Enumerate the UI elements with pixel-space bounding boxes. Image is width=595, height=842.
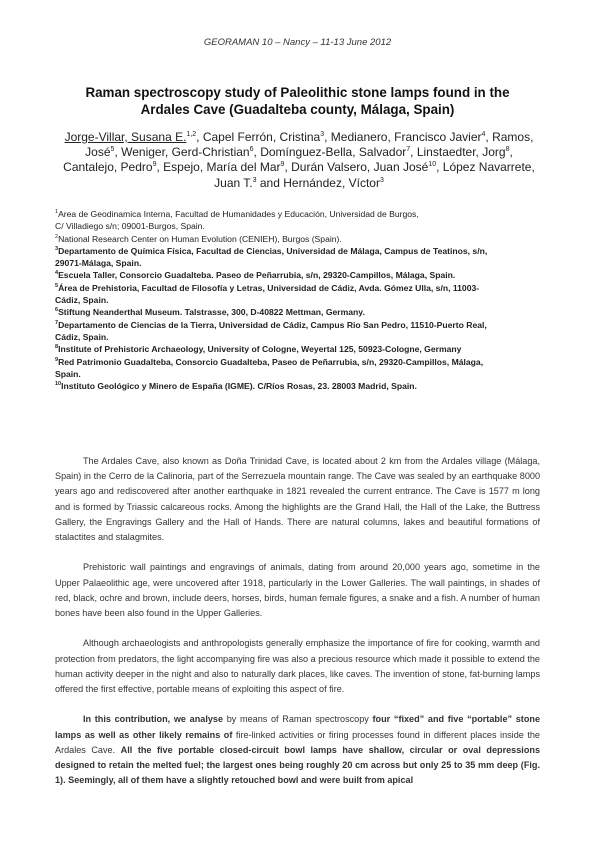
author-affiliation-mark: 10	[428, 161, 437, 169]
affiliation-number: 7	[55, 319, 59, 326]
paragraph-text: In this contribution, we analyse	[83, 714, 224, 725]
affiliation-item	[55, 380, 545, 392]
paper-title	[60, 85, 535, 118]
affiliation-line: Instituto Geológico y Minero de España (IGME). C/Ríos Rosas, 23. 28003 Madrid, Spain.	[61, 381, 417, 392]
author-affiliation-mark: 3	[320, 131, 325, 138]
body-paragraph	[55, 636, 540, 697]
affiliation-item	[55, 356, 545, 381]
affiliation-number: 2	[55, 233, 59, 240]
author-name: Medianero, Francisco Javier	[330, 130, 482, 144]
affiliation-line: Escuela Taller, Consorcio Guadalteba. Paseo de Peñarrubia, s/n, 29320-Campillos, Málaga, Spain.	[58, 270, 456, 281]
affiliation-number: 3	[55, 246, 59, 253]
author-affiliation-mark: 9	[280, 161, 285, 169]
affiliation-number: 5	[55, 282, 59, 289]
body-paragraph	[55, 712, 540, 788]
paragraph-text: Although archaeologists and anthropologists generally emphasize the importance of fire for cooking, warmth and protection from predators, the light accompanying fire was also a precious resource which made it possible to extend the human activity deeper in the night and also to naturally dark places, like caves. The invention of stone, fat-burning lamps offered the first effective, portable means of exploiting this aspect of fire.	[55, 638, 540, 695]
author-separator: ,	[436, 160, 443, 175]
author-name: Weniger, Gerd-Christian	[121, 145, 250, 160]
paragraph-text: fire-linked activities or firing processes found in different places inside the Ardales Cave.	[55, 729, 540, 755]
author-name: Domínguez-Bella, Salvador	[260, 145, 407, 160]
title-line-2: Ardales Cave (Guadalteba county, Málaga, Spain)	[140, 101, 455, 117]
author-separator: ,	[485, 130, 493, 144]
affiliation-line: Stiftung Neanderthal Museum. Talstrasse, 300, D-40822 Mettman, Germany.	[58, 307, 365, 318]
affiliation-number: 6	[55, 307, 59, 314]
affiliation-item	[55, 282, 545, 307]
affiliation-item	[55, 245, 545, 270]
affiliation-line: National Research Center on Human Evolution (CENIEH), Burgos (Spain).	[58, 233, 342, 244]
paragraph-text: four “fixed” and five “portable” stone lamps as well as other likely remains of	[55, 714, 540, 740]
author-separator: and	[256, 175, 284, 190]
affiliation-line: Área de Prehistoria, Facultad de Filosofía y Letras, Universidad de Cádiz, Avda. Gómez Ulla, s/n, 11003-	[58, 282, 480, 293]
author-name: Jorge-Villar, Susana E.	[64, 130, 187, 144]
paragraph-text: All the five portable closed-circuit bowl lamps have shallow, circular or oval depressions designed to retain the melted fuel; the largest ones being roughly 20 cm across but only 25 to 35 mm deep (Fig. 1). Seemingly, all of them have a slightly retouched bowl and were built from apical	[55, 744, 540, 786]
author-affiliation-mark: 9	[152, 161, 157, 169]
affiliation-number: 8	[55, 344, 59, 351]
affiliation-line: Cádiz, Spain.	[55, 331, 109, 342]
author-affiliation-mark: 3	[252, 176, 257, 184]
author-name: Hernández, Víctor	[283, 175, 380, 190]
affiliation-list	[55, 208, 545, 392]
body-text	[55, 454, 540, 804]
author-affiliation-mark: 7	[406, 146, 411, 154]
author-list	[60, 130, 538, 191]
affiliation-number: 4	[55, 270, 59, 277]
affiliation-line: 29071-Málaga, Spain.	[55, 258, 142, 269]
body-paragraph	[55, 454, 540, 545]
author-separator: ,	[410, 145, 417, 160]
affiliation-item	[55, 306, 545, 318]
author-affiliation-mark: 5	[110, 146, 115, 154]
author-separator: ,	[324, 130, 331, 144]
paragraph-text: Prehistoric wall paintings and engravings of animals, dating from around 20,000 years ago, sometime in the Upper Palaeolithic age, were uncovered after 1918, particularly in the Lower Galleries. The wall paintings, in shades of red, black, ochre and brown, include deers, horses, birds, human female figures, a snake and a fish. A number of human bones have been also found in the Upper Galleries.	[55, 562, 540, 619]
author-affiliation-mark: 1,2	[186, 131, 197, 138]
affiliation-line: Institute of Prehistoric Archaeology, University of Cologne, Weyertal 125, 50923-Cologne, Germany	[58, 344, 462, 355]
author-name: López Navarrete, Juan T.	[214, 160, 535, 190]
paragraph-text: by means of Raman spectroscopy	[223, 714, 373, 725]
author-name: Durán Valsero, Juan José	[291, 160, 429, 175]
affiliation-item	[55, 208, 545, 233]
affiliation-line: Area de Geodinamica Interna, Facultad de Humanidades y Educación, Universidad de Burgos,	[58, 209, 419, 219]
author-affiliation-mark: 4	[481, 131, 486, 138]
affiliation-item	[55, 343, 545, 355]
affiliation-number: 1	[55, 209, 59, 216]
affiliation-line: Cádiz, Spain.	[55, 295, 109, 306]
author-name: Linstaedter, Jorg	[416, 145, 506, 160]
affiliation-line: Departamento de Química Física, Facultad de Ciencias, Universidad de Málaga, Campus de Teatinos, s/n,	[58, 245, 488, 256]
author-separator: ,	[156, 160, 164, 175]
author-name: Espejo, María del Mar	[163, 160, 281, 175]
affiliation-number: 10	[55, 381, 62, 388]
affiliation-line: Red Patrimonio Guadalteba, Consorcio Guadalteba, Paseo de Peñarrubia, s/n, 29320-Campillos, Málaga,	[58, 356, 484, 367]
body-paragraph	[55, 560, 540, 621]
author-name: Ramos, José	[85, 130, 534, 160]
author-affiliation-mark: 8	[505, 146, 510, 154]
affiliation-item	[55, 269, 545, 281]
affiliation-item	[55, 233, 545, 245]
author-separator: ,	[284, 160, 292, 175]
paragraph-text: The Ardales Cave, also known as Doña Trinidad Cave, is located about 2 km from the Ardales village (Málaga, Spain) in the Cerro de la Calinoria, part of the Serrezuela mountain range. The Cave was sealed by an earthquake 8000 years ago and rediscovered after another earthquake in 1821 revealed the current entrance. The Cave is 1577 m long and is formed by Triassic calcareous rocks. Among the highlights are the Grand Hall, the Hall of the Lake, the Buttress Gallery, the Engravings Gallery and the Hall of Hands. There are natural columns, lakes and beautiful formations of stalactites and stalagmites.	[55, 456, 540, 543]
affiliation-line: C/ Villadiego s/n; 09001-Burgos, Spain.	[55, 221, 205, 232]
author-affiliation-mark: 3	[379, 176, 384, 184]
affiliation-line: Spain.	[55, 368, 81, 379]
author-separator: ,	[253, 145, 261, 160]
affiliation-number: 9	[55, 356, 59, 363]
author-separator: ,	[114, 145, 122, 160]
affiliation-item	[55, 319, 545, 344]
author-affiliation-mark: 6	[249, 146, 254, 154]
author-separator: ,	[509, 145, 513, 160]
affiliation-line: Departamento de Ciencias de la Tierra, Universidad de Cádiz, Campus Rio San Pedro, 11510-Puerto Real,	[58, 319, 487, 330]
author-name: Cantalejo, Pedro	[63, 160, 153, 175]
title-line-1: Raman spectroscopy study of Paleolithic stone lamps found in the	[85, 85, 510, 100]
author-name: Capel Ferrón, Cristina	[202, 130, 321, 144]
running-header: GEORAMAN 10 – Nancy – 11-13 June 2012	[203, 37, 392, 48]
author-separator: ,	[196, 130, 203, 144]
